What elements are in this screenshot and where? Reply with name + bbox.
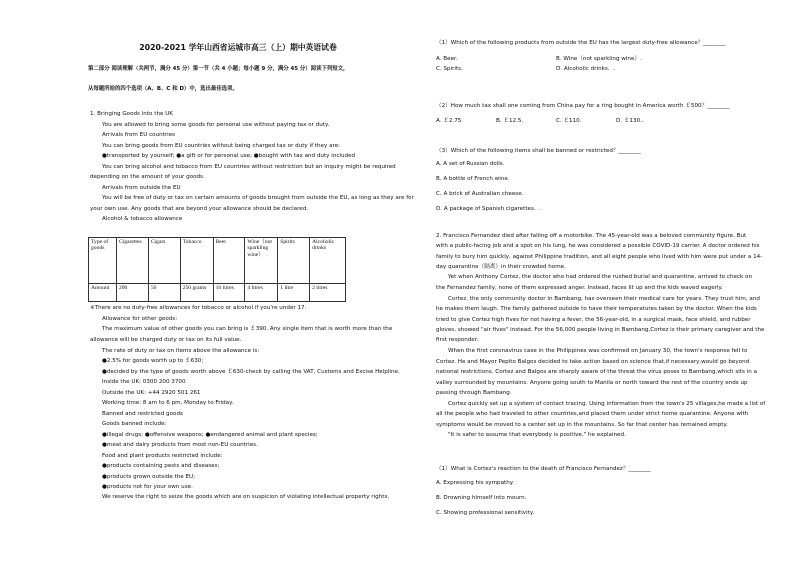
table-header-row — [89, 238, 346, 284]
passage-line: ●meat and dairy products from most non-EU countries. — [102, 442, 258, 448]
section-instruction: 从每题所给的四个选项（A、B、C 和 D）中，选出最佳选项。 — [88, 86, 238, 92]
exam-title: 2020-2021 学年山西省运城市高三（上）期中英语试卷 — [139, 43, 337, 52]
passage-line: allowance will be charged duty or tax on its full value. — [90, 337, 242, 343]
table-cell: Tobacco — [180, 238, 213, 284]
passage-line: ※There are no duty-free allowances for tobacco or alcohol if you're under 17. — [90, 305, 307, 311]
allowance-table — [88, 237, 346, 302]
table-cell: 250 grams — [180, 284, 213, 302]
passage-line: Cortez. He and Mayor Pepito Balgos decided to take action based on science that,if necessary,would go beyond — [436, 359, 750, 365]
option-b: B. A bottle of French wine. — [436, 176, 510, 182]
passage-line: tried to give Cortez high fives for not having a fever, the 56-year-old, in a surgical mask, face shield, and rubber — [436, 317, 751, 323]
question-stem: （1）What is Cortez's reaction to the death of Francisco Fernandez？________ — [436, 466, 651, 472]
passage-line: ●products containing pests and diseases; — [102, 463, 220, 469]
passage-line: all the people who had traveled to other countries,and placed them under strict home quarantine. Anyone with — [436, 411, 749, 417]
question-stem: （1）Which of the following products from outside the EU has the largest duty-free allowance？________ — [436, 40, 726, 46]
question-stem: （2）How much tax shall one coming from China pay for a ring bought in America worth ￡500？________ — [436, 103, 730, 109]
option-a: A. Beer. — [436, 56, 458, 62]
passage-line: You can bring alcohol and tobacco from EU countries without restriction but an inquiry might be required — [102, 164, 396, 170]
passage-line: ●transported by yourself; ●a gift or for personal use; ●bought with tax and duty included — [102, 153, 356, 159]
passage-line: passing through Bambang. — [436, 390, 512, 396]
passage-line: Working time: 8 am to 6 pm, Monday to Friday. — [102, 400, 234, 406]
passage-line: symptoms would be moved to a center set up in the mountains. So far that center has remained empty. — [436, 422, 728, 428]
passage-line: 1. Bringing Goods into the UK — [90, 111, 173, 117]
passage-line: the Fernandez family, none of them expressed anger. Instead, faces lit up and the kids waved eagerly. — [436, 285, 723, 291]
passage-line: Yet when Anthony Cortez, the doctor who had ordered the rushed burial and quarantine, arrived to check on — [448, 274, 752, 280]
passage-line: ●decided by the type of goods worth above ￡630-check by calling the VAT, Customs and Excise Helpline. — [102, 369, 400, 375]
passage-line: Inside the UK: 0300 200 3700 — [102, 379, 186, 385]
passage-line: You are allowed to bring some goods for personal use without paying tax or duty. — [102, 122, 330, 128]
passage-line: Cortez, the only community doctor in Bambang, has overseen their medical care for years. They trust him, and — [448, 296, 760, 302]
option-a: A. Expressing his sympathy. — [436, 480, 515, 486]
passage-line: first responder. — [436, 337, 479, 343]
passage-line: ●illegal drugs; ●offensive weapons; ●endangered animal and plant species; — [102, 432, 318, 438]
table-cell: Cigarettes — [116, 238, 148, 284]
table-cell: 1 litre — [278, 284, 310, 302]
passage-line: he makes them laugh. The family gathered outside to have their temperatures taken by the doctor. When the kids — [436, 306, 757, 312]
table-cell: Beer — [213, 238, 245, 284]
passage-line: Cortez quickly set up a system of contact tracing. Using information from the town's 25 villages,he made a list of — [448, 401, 766, 407]
passage-line: Arrivals from EU countries — [102, 132, 176, 138]
question-stem: （3）Which of the following items shall be banned or restricted？________ — [436, 148, 641, 154]
passage-line: Food and plant products restricted include: — [102, 453, 223, 459]
option-a: A. ￡2.75. — [436, 118, 464, 124]
passage-line: We reserve the right to seize the goods which are on suspicion of violating intellectual property rights. — [102, 494, 390, 500]
passage-line: The maximum value of other goods you can bring is ￡390. Any single item that is worth more than the — [102, 326, 393, 332]
table-cell: 2 litres — [310, 284, 346, 302]
passage-line: The rate of duty or tax on items above the allowance is: — [102, 348, 260, 354]
passage-line: with a public-facing job and a spot on his lung, he was considered a possible COVID-19 carrier. A doctor ordered his — [436, 243, 760, 249]
option-c: C. Spirits. — [436, 66, 463, 72]
passage-line: You can bring goods from EU countries without being charged tax or duty if they are: — [102, 143, 341, 149]
option-c: C. A brick of Australian cheese. — [436, 191, 524, 197]
passage-line: "It is safer to assume that everybody is positive," he explained. — [448, 432, 626, 438]
passage-line: family to bury him quickly, against Philippine tradition, and all eight people who lived with him were put under a 14- — [436, 254, 763, 260]
passage-line: Goods banned include: — [102, 421, 167, 427]
option-c: C. ￡110. — [556, 118, 582, 124]
passage-line: 2. Francisco Fernandez died after falling off a motorbike. The 45-year-old was a beloved community figure. But — [436, 233, 747, 239]
option-b: B. Wine（not sparkling wine）. — [556, 56, 642, 62]
passage-line: depending on the amount of your goods. — [90, 174, 205, 180]
table-cell: 200 — [116, 284, 148, 302]
passage-line: your own use. Any goods that are beyond your allowance should be declared. — [90, 206, 309, 212]
table-cell: Amount — [89, 284, 117, 302]
option-b: B. Drowning himself into mourn. — [436, 495, 527, 501]
table-cell: Spirits — [278, 238, 310, 284]
table-cell: 4 litres — [245, 284, 278, 302]
option-a: A. A set of Russian dolls. — [436, 161, 505, 167]
passage-line: Alcohol & tobacco allowance — [102, 216, 183, 222]
passage-line: Arrivals from outside the EU — [102, 185, 181, 191]
passage-line: Allowance for other goods: — [102, 316, 178, 322]
passage-line: valley surrounded by mountains. Anyone going south to Manila or north toward the rest of the country ends up — [436, 380, 748, 386]
passage-line: Outside the UK: +44 2920 501 261 — [102, 390, 201, 396]
table-row — [89, 284, 346, 302]
table-cell: Type of goods — [89, 238, 117, 284]
passage-line: ●2.5% for goods worth up to ￡630; — [102, 358, 204, 364]
passage-line: When the first coronavirus case in the Philippines was confirmed on January 30, the town's response fell to — [448, 348, 748, 354]
passage-line: national restrictions. Cortez and Balgos are sharply aware of the threat the virus poses to Bambang,which sits in a — [436, 369, 758, 375]
option-c: C. Showing professional sensitivity. — [436, 510, 535, 516]
option-d: D. ￡130.. — [616, 118, 644, 124]
passage-line: gloves, showed "air fives" instead. For the 56,000 people living in Bambang,Cortez is their primary caregiver and the — [436, 327, 765, 333]
table-cell: 50 — [148, 284, 180, 302]
passage-line: You will be free of duty or tax on certain amounts of goods brought from outside the EU, as long as they are for — [102, 195, 414, 201]
passage-line: day quarantine（隔离）in their crowded home. — [436, 264, 566, 270]
passage-line: ●products not for your own use. — [102, 484, 193, 490]
table-cell: Alcoholic drinks — [310, 238, 346, 284]
passage-line: Banned and restricted goods — [102, 411, 183, 417]
option-b: B. ￡12.5. — [496, 118, 524, 124]
option-d: D. A package of Spanish cigarettes．. — [436, 206, 542, 212]
table-cell: Cigars — [148, 238, 180, 284]
table-cell: Wine（not sparkling wine） — [245, 238, 278, 284]
passage-line: ●products grown outside the EU; — [102, 474, 196, 480]
section-heading: 第二部分 阅读理解（共两节，满分 45 分）第一节（共 4 小题；每小题 9 分，满分 45 分）阅读下列短文， — [88, 66, 349, 72]
table-cell: 16 litres — [213, 284, 245, 302]
option-d: D. Alcoholic drinks．. — [556, 66, 616, 72]
